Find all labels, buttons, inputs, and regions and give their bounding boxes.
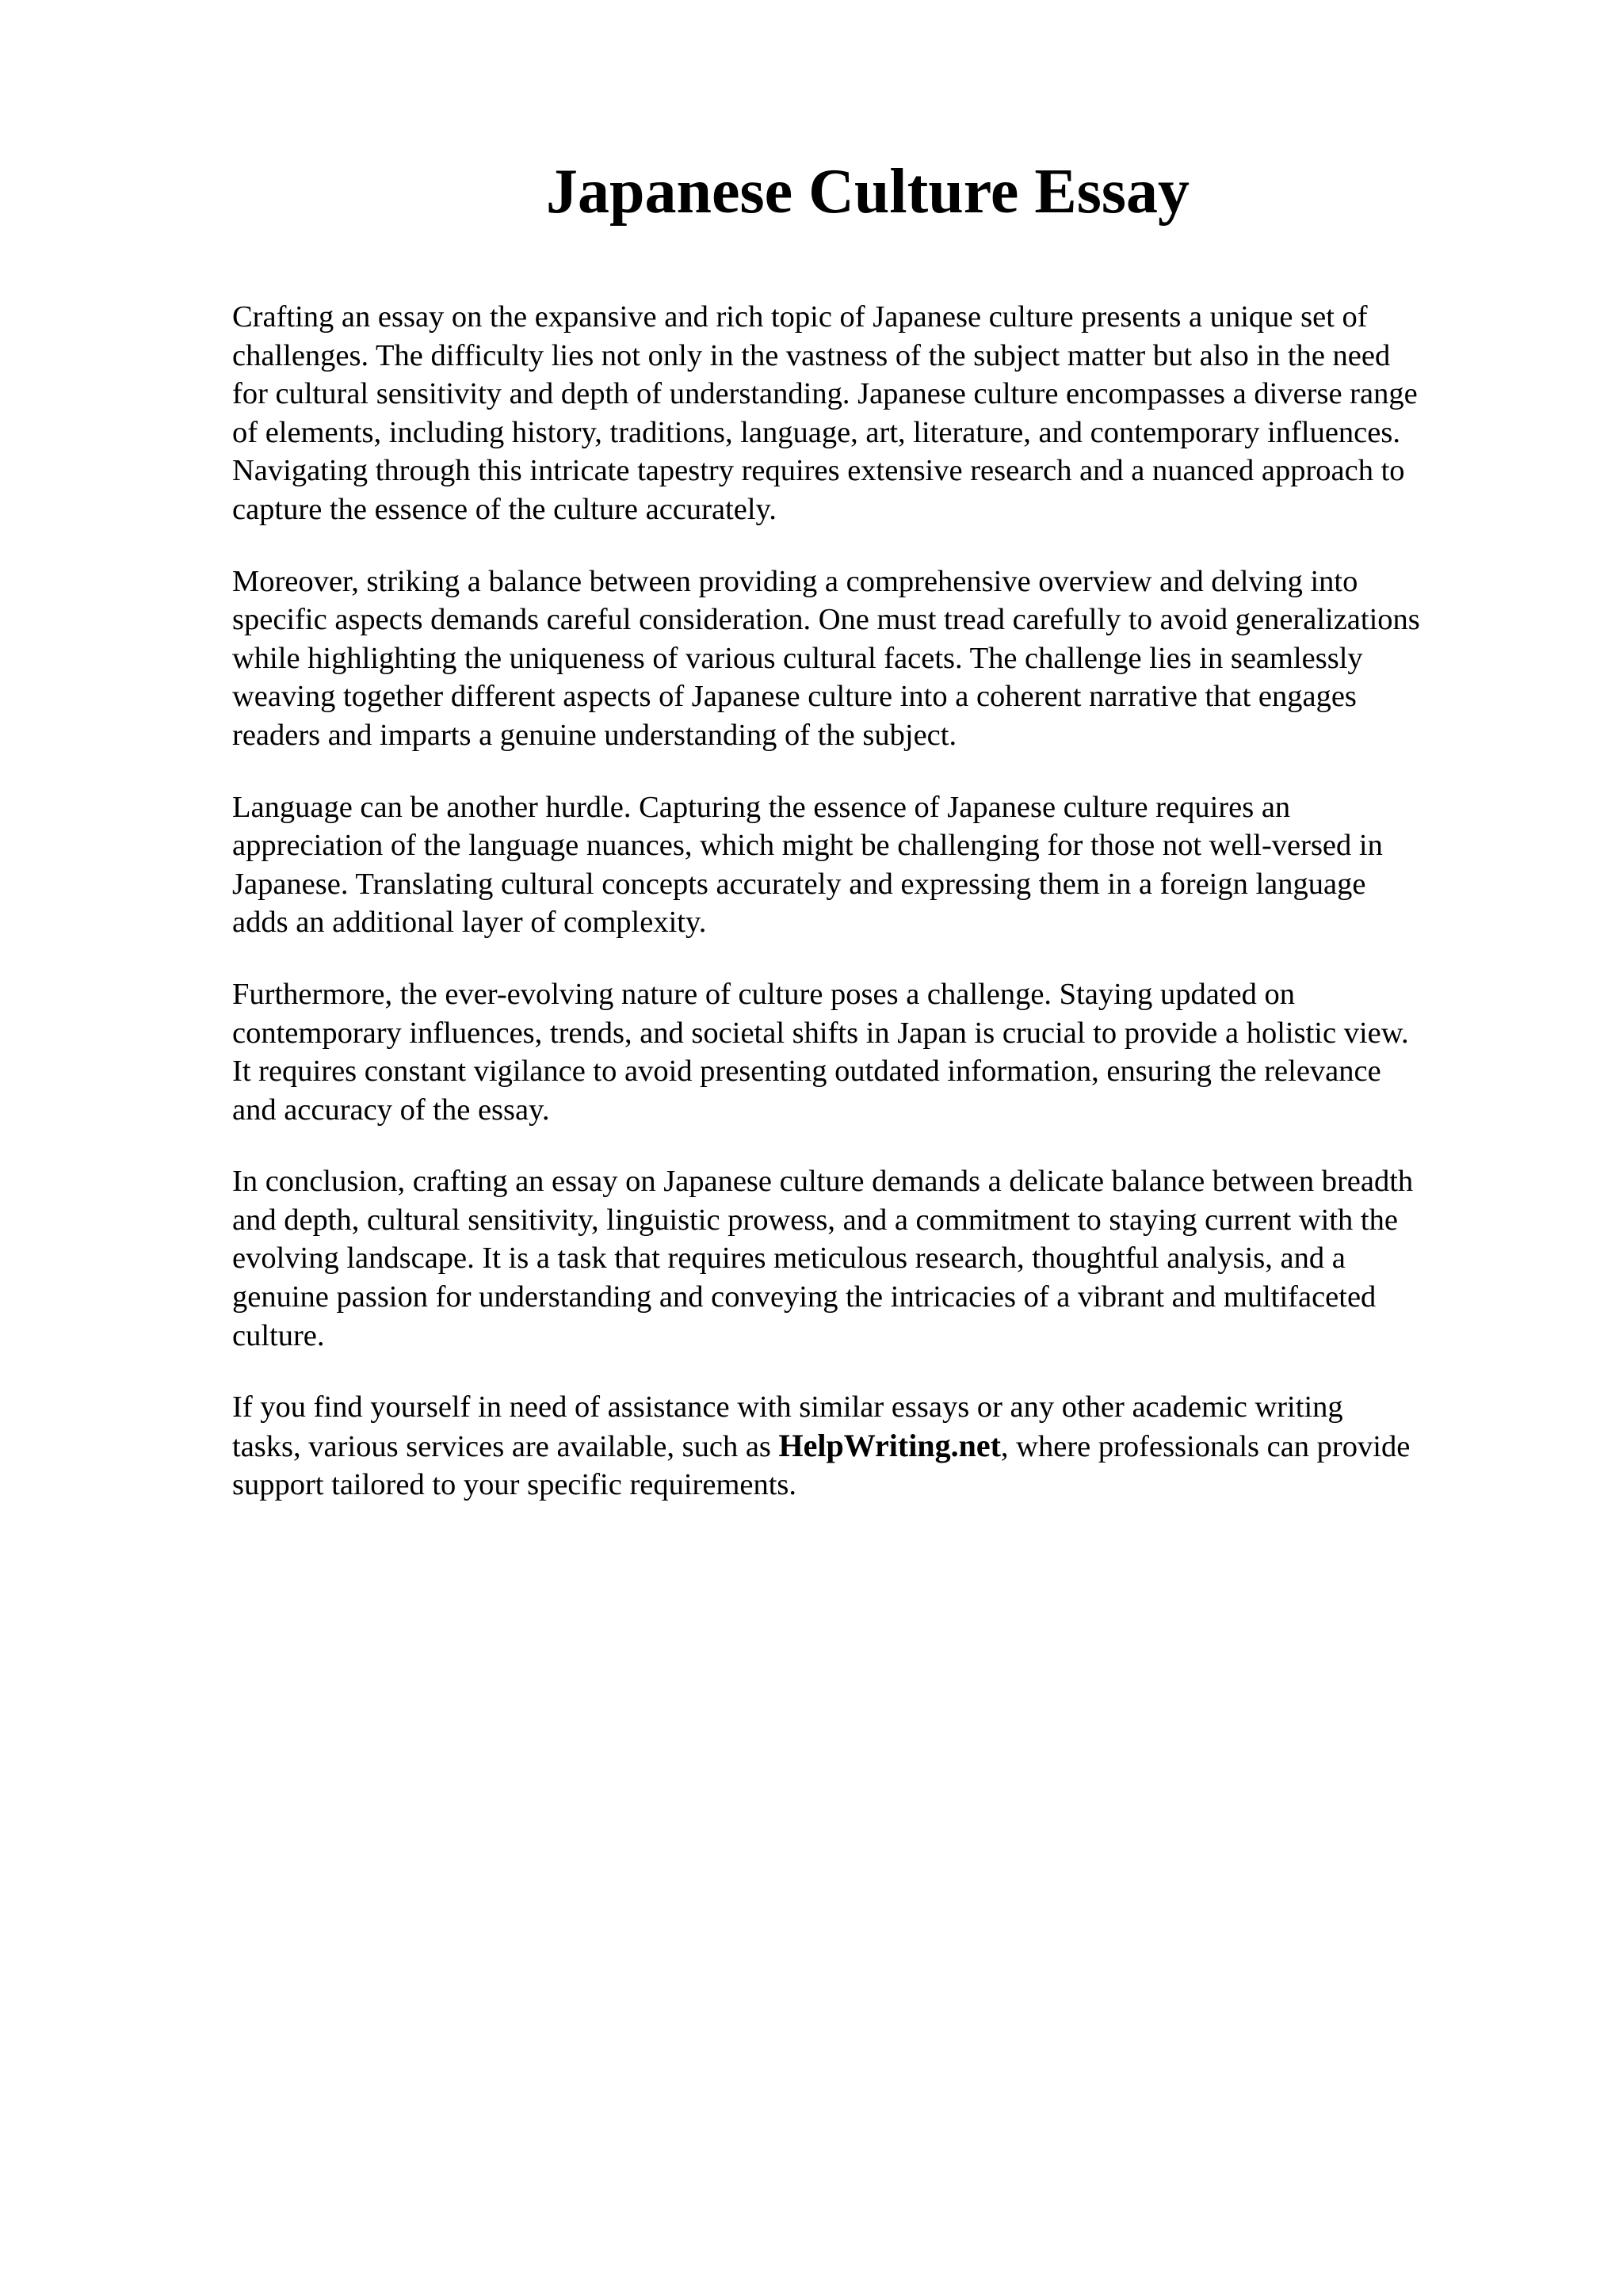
text-line: challenges. The difficulty lies not only in the vastness of the subject matter but also in the need bbox=[232, 338, 1391, 372]
text-line: for cultural sensitivity and depth of understanding. Japanese culture encompasses a diverse range bbox=[232, 377, 1418, 411]
text-line: Moreover, striking a balance between providing a comprehensive overview and delving into bbox=[232, 564, 1358, 598]
text-line: In conclusion, crafting an essay on Japanese culture demands a delicate balance between breadth bbox=[232, 1165, 1414, 1199]
text-line: readers and imparts a genuine understanding of the subject. bbox=[232, 718, 957, 752]
text-line: Navigating through this intricate tapestry requires extensive research and a nuanced approach to bbox=[232, 454, 1405, 488]
text-line: Crafting an essay on the expansive and rich topic of Japanese culture presents a unique set of bbox=[232, 300, 1368, 334]
text-line: of elements, including history, traditions, language, art, literature, and contemporary influences. bbox=[232, 415, 1400, 449]
paragraph-closing bbox=[232, 1388, 1532, 1505]
text-line: while highlighting the uniqueness of various cultural facets. The challenge lies in seamlessly bbox=[232, 641, 1363, 675]
paragraph-language bbox=[232, 788, 1532, 942]
text-line: genuine passion for understanding and conveying the intricacies of a vibrant and multifaceted bbox=[232, 1280, 1377, 1314]
text-line: Japanese. Translating cultural concepts accurately and expressing them in a foreign language bbox=[232, 867, 1366, 901]
essay-body bbox=[232, 298, 1532, 1538]
text-line: If you find yourself in need of assistance with similar essays or any other academic writing bbox=[232, 1390, 1343, 1425]
text-line-with-link bbox=[232, 1427, 1532, 1466]
text-line: and accuracy of the essay. bbox=[232, 1093, 550, 1127]
text-line: culture. bbox=[232, 1318, 325, 1352]
text-line: adds an additional layer of complexity. bbox=[232, 906, 707, 940]
text-line: contemporary influences, trends, and societal shifts in Japan is crucial to provide a holistic view. bbox=[232, 1016, 1409, 1050]
text-line: appreciation of the language nuances, which might be challenging for those not well-versed in bbox=[232, 829, 1383, 863]
text-line: and depth, cultural sensitivity, linguistic prowess, and a commitment to staying current with the bbox=[232, 1203, 1398, 1237]
text-line: Furthermore, the ever-evolving nature of culture poses a challenge. Staying updated on bbox=[232, 977, 1295, 1011]
closing-text-before-link: tasks, various services are available, such as bbox=[232, 1429, 779, 1463]
paragraph-intro bbox=[232, 298, 1532, 529]
paragraph-evolving bbox=[232, 975, 1532, 1129]
text-line: It requires constant vigilance to avoid presenting outdated information, ensuring the relevance bbox=[232, 1055, 1381, 1089]
paragraph-balance bbox=[232, 563, 1532, 755]
paragraph-conclusion bbox=[232, 1162, 1532, 1355]
closing-text-after-link: , where professionals can provide bbox=[1000, 1429, 1411, 1463]
text-line: evolving landscape. It is a task that requires meticulous research, thoughtful analysis, and a bbox=[232, 1241, 1346, 1276]
text-line: capture the essence of the culture accurately. bbox=[232, 492, 777, 526]
helpwriting-link[interactable]: HelpWriting.net bbox=[778, 1427, 1001, 1463]
text-line: weaving together different aspects of Japanese culture into a coherent narrative that engages bbox=[232, 680, 1357, 714]
text-line: specific aspects demands careful consideration. One must tread carefully to avoid generalizations bbox=[232, 603, 1420, 637]
page-title: Japanese Culture Essay bbox=[546, 157, 1190, 227]
text-line: support tailored to your specific requirements. bbox=[232, 1468, 797, 1502]
text-line: Language can be another hurdle. Capturing the essence of Japanese culture requires an bbox=[232, 790, 1291, 824]
